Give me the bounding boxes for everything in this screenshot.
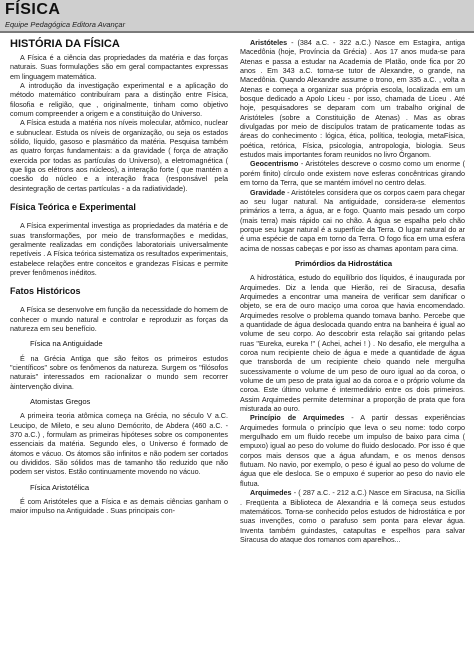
paragraph <box>240 159 465 187</box>
paragraph <box>240 488 465 544</box>
subheading-atomistas: Atomistas Gregos <box>30 396 91 406</box>
header-bar <box>0 0 474 31</box>
section-heading-teorica: Física Teórica e Experimental <box>10 202 136 213</box>
term-label: Gravidade <box>250 187 286 197</box>
subheading-hidrostatica: Primórdios da Hidrostática <box>295 258 393 268</box>
paragraph: A primeira teoria atômica começa na Grécia, no século V a.C. Leucipo, de Mileto, e seu aluno Demócrito, de Abdera (460 a.C. - 370 a.C.) , formulam as primeiras hipóteses sobre os componentes essenciais da matéria. Segundo eles, o Universo é formado de átomos e vácuo. Os átomos são infinitos e não podem ser cortados ou divididos. São sólidos mas de tamanho tão reduzido que não podem ser vistos. Estão continuamente movendo no vácuo. <box>10 411 228 477</box>
left-column <box>10 38 228 516</box>
term-label: Aristóteles <box>250 38 288 47</box>
paragraph: A introdução da investigação experimental e a aplicação do método matemático contribuíram para a distinção entre Física, filosofia e religião, que , originalmente, tinham como objetivo comum compreender a origem e a constituição do Universo. <box>10 81 228 119</box>
term-text: - (384 a.C. - 322 a.C.) Nasce em Estagira, antiga Macedônia (hoje, Província da Grécia) . Aos 17 anos muda-se para Atenas e passa a estudar na Academia de Platão, onde fica por 20 anos . Em 343 a.C. torna-se tutor de Alexandre, o grande, na Macedônia. Quando Alexandre assume o trono, em 335 a.C. , volta a Atenas e começa a organizar sua própria escola, localizada em um bosque dedicado a Apolo Liceu - por isso, chamada de Liceu . Até hoje, pesquisadores se deparam com um trabalho original de Aristóteles (sobre a Constituição de Atenas) . Mas as obras divulgadas por meio de discípulos tratam de praticamente todas as áreas do conhecimento : lógica, ética, política, teologia, metaFísica, poética, retórica, Física, psicologia, antropologia, biologia. Seus estudos mais importantes foram reunidos no livro Órganom. <box>240 38 465 160</box>
paragraph <box>240 38 465 159</box>
paragraph: A hidrostática, estudo do equilíbrio dos líquidos, é inaugurada por Arquimedes. Diz a lenda que Hierão, rei de Siracusa, desafia Arquimedes a encontrar uma maneira de verificar sem danificar o objeto, se era de ouro maciço uma coroa que havia encomendado. Arquimedes resolve o problema quando tomava banho. Percebe que a quantidade de água deslocada quando entra na banheira é igual ao volume de seu corpo. Ao descobrir esta relação sai gritando pelas ruas "Eureka, eureka !" ( Achei, achei ! ) . No desafio, ele mergulha a coroa num recipiente cheio de água e mede a quantidade de água que transborda de um recipiente cheio quando nele mergulha sucessivamente o volume de um peso de ouro igual ao da coroa, o volume de um peso de prata igual ao da coroa e o próprio volume da coroa. Este último volume é intermediário entre os dois primeiros. Assim Arquimedes permite determinar a proporção de prata que fora misturada ao ouro. <box>240 273 465 414</box>
paragraph: É na Grécia Antiga que são feitos os primeiros estudos "científicos" sobre os fenômenos da natureza. Surgem os "filósofos naturais" interessados em racionalizar o mundo sem recorrer àintervenção divina. <box>10 353 228 391</box>
right-column <box>240 38 465 544</box>
publisher-line: Equipe Pedagógica Editora Avançar <box>5 20 126 29</box>
section-heading-historia: HISTÓRIA DA FÍSICA <box>10 38 120 50</box>
term-text: - Aristóteles descreve o cosmo como um enorme ( porém finito) círculo onde existem nove esferas concêntricas girando em torno da Terra, que se mantém imóvel no centro delas. <box>240 159 465 188</box>
paragraph: A Física se desenvolve em função da necessidade do homem de conhecer o mundo natural e controlar e reproduzir as forças da natureza em seu benefício. <box>10 305 228 333</box>
subheading-antiguidade: Física na Antiguidade <box>30 339 103 349</box>
term-text: - A partir dessas experiências Arquimedes formula o princípio que leva o seu nome: todo corpo mergulhado em um fluido recebe um impulso de baixo para cima ( empuxo) igual ao peso do volume do fluido deslocado. Por isso é que corpos mais densos que a água afundam, e os menos densos flutuam. No navio, por exemplo, o peso é igual ao peso do volume de água que ele desloca. Se o empuxo é superior ao peso do navio ele flutua. <box>240 413 465 488</box>
paragraph: A Física experimental investiga as propriedades da matéria e de suas transformações, por meio de transformações e medidas, geralmente realizadas em condições laboratoriais universalmente repetíveis . A Física teórica sistematiza os resultados experimentais, estabelece relações entre conceitos e grandezas Físicas e permite prever fenômenos inéditos. <box>10 221 228 277</box>
header-divider <box>0 31 474 33</box>
term-text: - Aristóteles considera que os corpos caem para chegar ao seu lugar natural. Na antiguidade, considera-se elementos primários a terra, a água, ar e fogo. Quanto mais pesado um corpo (mais terra) mais rápido cai no chão. A água se espalha pelo chão porque seu lugar natural é a superfície da Terra. O lugar natural do ar é uma espécie de capa em torno da Terra. O fogo fica em uma esfera acima de nossas cabeças e por isso as chamas apontam para cima. <box>240 187 465 253</box>
term-label: Arquimedes <box>250 488 292 498</box>
term-label: Princípio de Arquimedes <box>250 413 345 423</box>
paragraph: A Física é a ciência das propriedades da matéria e das forças naturais. Suas formulações são em geral compactantes expressas em linguagem matemática. <box>10 53 228 81</box>
paragraph <box>240 413 465 488</box>
term-text: - ( 287 a.C. - 212 a.C.) Nasce em Siracusa, na Sicília . Freqüenta a Biblioteca de Alexandria e lá começa seus estudos matemáticos. Torna-se conhecido pelos estudos de hidrostática e por suas invenções, como o parafuso sem ponta para elevar água. Inventa também guindastes, catapultas e espelhos para salvar Siracusa do ataque dos romanos com aparelhos... <box>240 488 465 544</box>
paragraph: A Física estuda a matéria nos níveis molecular, atômico, nuclear e subnuclear. Estuda os níveis de organização, ou seja os estados sólido, líquido, gasoso e plasmático da matéria. Pesquisa também as quatro forças fundamentais: a da gravidade ( força de atração exercida por todas as partículas do Universo), a eletromagnética ( que liga os elétrons aos núcleos), a interação forte ( que mantém a coesão do núcleo e a interação fraca (responsável pela desintegração de certas partículas - a da radiatividade). <box>10 118 228 193</box>
section-heading-fatos: Fatos Históricos <box>10 286 81 297</box>
page-title: FÍSICA <box>5 1 61 18</box>
term-label: Geocentrismo <box>250 159 299 169</box>
paragraph <box>240 188 465 253</box>
paragraph: É com Aristóteles que a Física e as demais ciências ganham o maior impulso na Antiguidade . Suas principais con- <box>10 497 228 516</box>
subheading-aristotelica: Física Aristotélica <box>30 482 90 492</box>
